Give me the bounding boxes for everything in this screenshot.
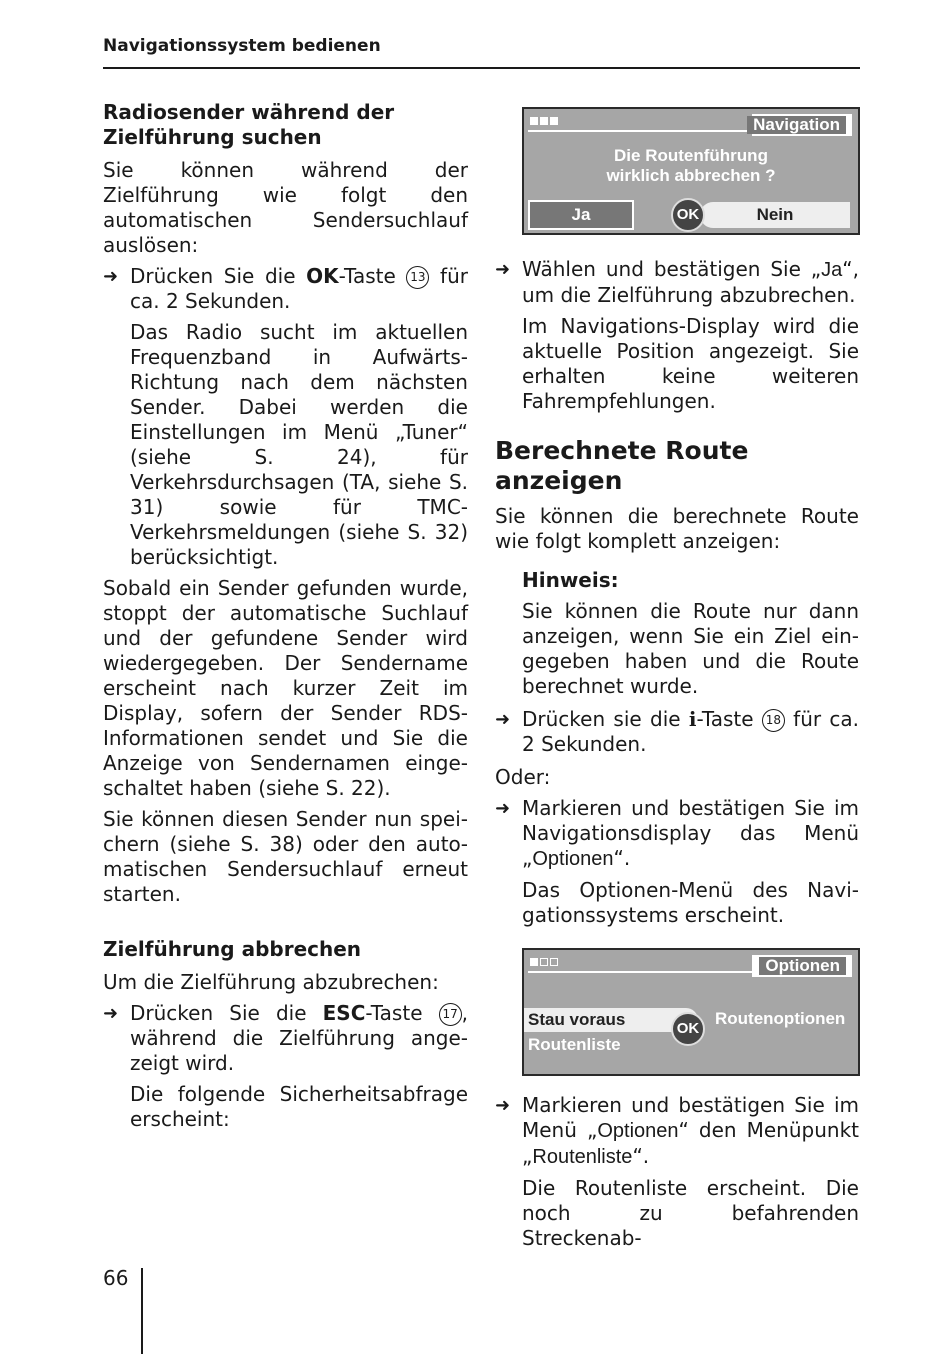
right-column (495, 257, 859, 928)
paragraph: Um die Zielführung abzubrechen: (103, 970, 439, 994)
arrow-icon: ➜ (103, 266, 119, 287)
right-column-bottom (495, 1093, 859, 1251)
hint-box (495, 568, 859, 699)
menu-term: Optionen (532, 848, 614, 870)
ok-button-icon[interactable]: OK (671, 1012, 705, 1046)
info-key-icon: i (688, 707, 697, 731)
instruction-item: ➜ Markieren und bestätigen Sie im Menü „Optionen“ den Menüpunkt „Routenliste“. (495, 1093, 859, 1168)
display-top-strip (528, 114, 852, 134)
paragraph: Sobald ein Sender gefunden wurde, stoppt der automatische Suchlauf und der gefundene Sender wird wiedergegeben. Der Sendername erscheint nach kurzer Zeit im Display, sofern der Sender RDS-Informationen sendet und Sie die Anzeige von Sendernamen eingeschaltet haben (siehe S. 22). (103, 576, 468, 800)
display-top-strip (528, 955, 852, 975)
menu-term: Routenliste (532, 1146, 633, 1168)
no-button[interactable]: Nein (700, 202, 850, 228)
status-square-icon (550, 958, 558, 966)
menu-term: Ja (821, 259, 843, 281)
status-square-icon (550, 117, 558, 125)
arrow-icon: ➜ (495, 798, 511, 819)
hint-text: Sie können die Route nur dann anzeigen, wenn Sie ein Ziel eingegeben haben und die Route berechnet wurde. (522, 599, 859, 698)
key-number-badge: 18 (762, 709, 785, 732)
paragraph: Das Radio sucht im aktuellen Frequenzband in Aufwärts-Richtung nach dem nächsten Sender. Dabei werden die Einstellungen im Menü „Tuner“ (siehe S. 24), für Verkehrsdurchsagen (TA, siehe S. 31) sowie für TMC-Verkehrsmeldungen (siehe S. 32) berücksichtigt. (130, 320, 468, 569)
status-square-icon (530, 117, 538, 125)
paragraph: Die folgende Sicherheitsabfrage erscheint: (130, 1082, 468, 1131)
arrow-icon: ➜ (495, 1095, 511, 1116)
paragraph: Das Optionen-Menü des Navigationssystems erscheint. (522, 878, 859, 927)
paragraph: Sie können die berechnete Route wie folgt komplett anzeigen: (495, 504, 859, 553)
dialog-line: wirklich abbrechen ? (606, 166, 776, 185)
ok-button-icon[interactable]: OK (671, 198, 705, 232)
instruction-item: ➜ Wählen und bestätigen Sie „Ja“, um die Zielführung abzubrechen. (495, 257, 859, 307)
instruction-item: ➜ Drücken Sie die ESC-Taste 17 , während die Zielführung angezeigt wird. (103, 1001, 468, 1075)
page-number: 66 (103, 1266, 129, 1290)
arrow-icon: ➜ (103, 1003, 119, 1024)
key-label: ESC (322, 1001, 366, 1025)
dialog-line: Die Routenführung (614, 146, 768, 165)
menu-item-traffic-ahead[interactable]: Stau voraus (524, 1008, 698, 1032)
page-number-rule (141, 1268, 143, 1354)
header-rule (103, 67, 860, 69)
nav-display-options-menu (522, 948, 860, 1076)
heading-radio-search: Radiosender während der Zielführung suchen (103, 100, 395, 149)
key-number-badge: 17 (439, 1003, 462, 1026)
yes-button[interactable]: Ja (528, 200, 634, 230)
display-tab-title: Navigation (747, 116, 846, 134)
status-square-icon (530, 958, 538, 966)
paragraph: Oder: (495, 765, 551, 789)
menu-term: Optionen (597, 1120, 679, 1142)
hint-title: Hinweis: (522, 568, 619, 592)
heading-calculated-route: Berechnete Route anzeigen (495, 436, 749, 495)
display-tab-title: Optionen (759, 957, 846, 975)
menu-item-route-options[interactable]: Routenoptionen (715, 1009, 846, 1028)
arrow-icon: ➜ (495, 259, 511, 280)
key-label: OK (306, 264, 339, 288)
status-square-icon (540, 117, 548, 125)
status-square-icon (540, 958, 548, 966)
instruction-item: ➜ Drücken Sie die OK-Taste 13 für ca. 2 Sekunden. (103, 264, 468, 313)
paragraph: Im Navigations-Display wird die aktuelle Position angezeigt. Sie erhalten keine weiteren Fahrempfehlungen. (522, 314, 859, 413)
instruction-item: ➜ Markieren und bestätigen Sie im Navigationsdisplay das Menü „Optionen“. (495, 796, 859, 870)
instruction-item: ➜ Drücken sie die i-Taste 18 für ca. 2 Sekunden. (495, 707, 860, 756)
paragraph: Sie können während der Zielführung wie folgt den automatischen Sendersuchlauf auslösen: (103, 158, 468, 257)
menu-item-route-list[interactable]: Routenliste (528, 1035, 621, 1054)
heading-cancel-guidance: Zielführung abbrechen (103, 937, 362, 961)
nav-display-cancel-dialog (522, 107, 860, 235)
left-column (103, 100, 468, 1132)
arrow-icon: ➜ (495, 709, 511, 730)
paragraph: Sie können diesen Sender nun speichern (siehe S. 38) oder den automatischen Sendersuchlauf erneut starten. (103, 807, 468, 906)
key-number-badge: 13 (406, 266, 429, 289)
paragraph: Die Routenliste erscheint. Die noch zu befahrenden Streckenab- (522, 1176, 859, 1250)
running-header: Navigationssystem bedienen (103, 36, 381, 56)
